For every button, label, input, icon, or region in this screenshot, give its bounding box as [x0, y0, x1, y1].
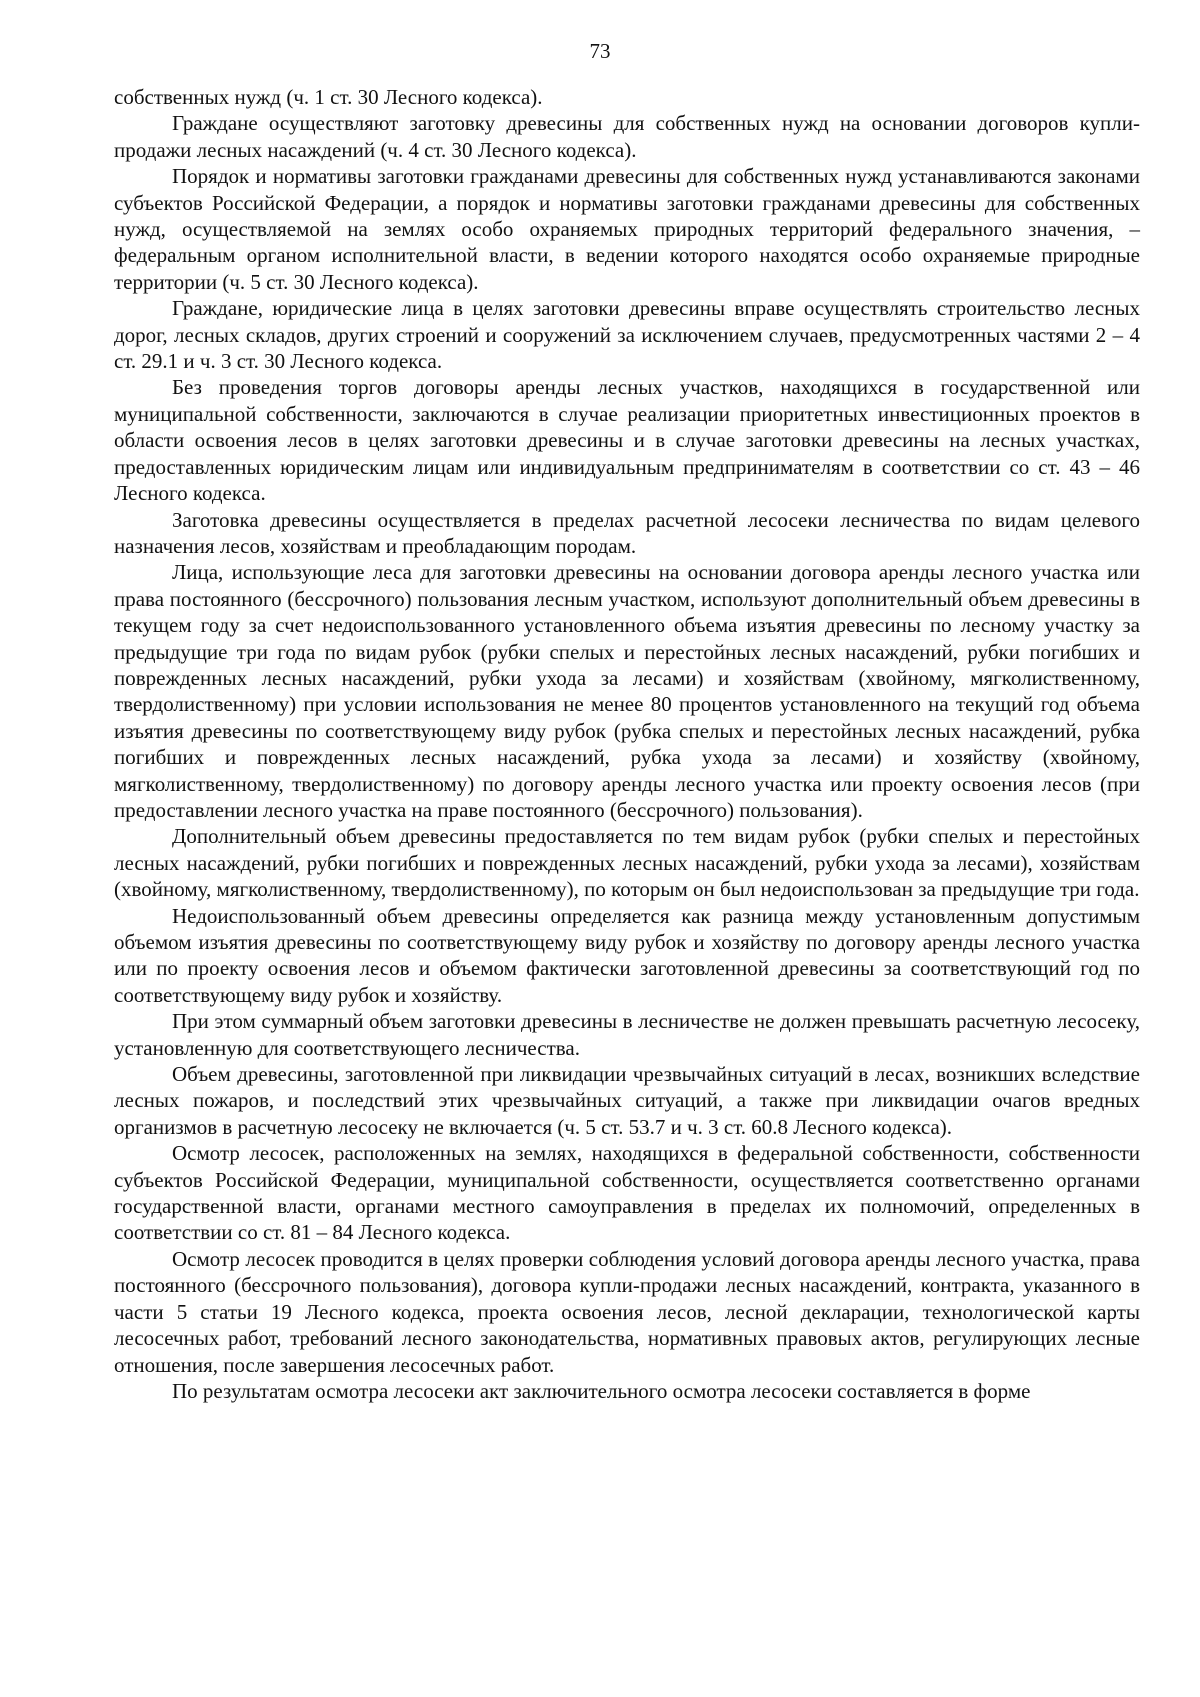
- paragraph-10: При этом суммарный объем заготовки древесины в лесничестве не должен превышать расчетную лесосеку, установленную для соответствующего лесничества.: [114, 1009, 1140, 1060]
- paragraph-9: Недоиспользованный объем древесины определяется как разница между установленным допустимым объемом изъятия древесины по соответствующему виду рубок и хозяйству по договору аренды лесного участка или по проекту освоения лесов и объемом фактически заготовленной древесины за соответствующий год по соответствующему виду рубок и хозяйству.: [114, 903, 1140, 1007]
- paragraph-2: Граждане осуществляют заготовку древесины для собственных нужд на основании договоров купли-продажи лесных насаждений (ч. 4 ст. 30 Лесного кодекса).: [114, 111, 1140, 162]
- paragraph-13: Осмотр лесосек проводится в целях проверки соблюдения условий договора аренды лесного участка, права постоянного (бессрочного пользования), договора купли-продажи лесных насаждений, контракта, указанного в части 5 статьи 19 Лесного кодекса, проекта освоения лесов, лесной декларации, технологической карты лесосечных работ, требований лесного законодательства, нормативных правовых актов, регулирующих лесные отношения, после завершения лесосечных работ.: [114, 1246, 1140, 1377]
- paragraph-7: Лица, использующие леса для заготовки древесины на основании договора аренды лесного участка или права постоянного (бессрочного) пользования лесным участком, используют дополнительный объем древесины в текущем году за счет недоиспользованного установленного объема изъятия древесины по лесному участку за предыдущие три года по видам рубок (рубки спелых и перестойных лесных насаждений, рубки погибших и поврежденных лесных насаждений, рубки ухода за лесами) и хозяйствам (хвойному, мягколиственному, твердолиственному) при условии использования не менее 80 процентов установленного на текущий год объема изъятия древесины по соответствующему виду рубок (рубка спелых и перестойных лесных насаждений, рубка погибших и поврежденных лесных насаждений, рубка ухода за лесами) и хозяйству (хвойному, мягколиственному, твердолиственному) по договору аренды лесного участка или проекту освоения лесов (при предоставлении лесного участка на праве постоянного (бессрочного) пользования).: [114, 560, 1140, 822]
- paragraph-6: Заготовка древесины осуществляется в пределах расчетной лесосеки лесничества по видам целевого назначения лесов, хозяйствам и преобладающим породам.: [114, 507, 1140, 558]
- paragraph-3: Порядок и нормативы заготовки гражданами древесины для собственных нужд устанавливаются законами субъектов Российской Федерации, а порядок и нормативы заготовки гражданами древесины для собственных нужд, осуществляемой на землях особо охраняемых природных территорий федерального значения, – федеральным органом исполнительной власти, в ведении которого находятся особо охраняемые природные территории (ч. 5 ст. 30 Лесного кодекса).: [114, 164, 1140, 294]
- paragraph-8: Дополнительный объем древесины предоставляется по тем видам рубок (рубки спелых и перестойных лесных насаждений, рубки погибших и поврежденных лесных насаждений, рубки ухода за лесами), хозяйствам (хвойному, мягколиственному, твердолиственному), по которым он был недоиспользован за предыдущие три года.: [114, 824, 1140, 902]
- paragraph-4: Граждане, юридические лица в целях заготовки древесины вправе осуществлять строительство лесных дорог, лесных складов, других строений и сооружений за исключением случаев, предусмотренных частями 2 – 4 ст. 29.1 и ч. 3 ст. 30 Лесного кодекса.: [114, 296, 1140, 374]
- paragraph-1: собственных нужд (ч. 1 ст. 30 Лесного кодекса).: [114, 85, 543, 109]
- paragraph-11: Объем древесины, заготовленной при ликвидации чрезвычайных ситуаций в лесах, возникших вследствие лесных пожаров, и последствий этих чрезвычайных ситуаций, а также при ликвидации очагов вредных организмов в расчетную лесосеку не включается (ч. 5 ст. 53.7 и ч. 3 ст. 60.8 Лесного кодекса).: [114, 1062, 1140, 1139]
- paragraph-12: Осмотр лесосек, расположенных на землях, находящихся в федеральной собственности, собственности субъектов Российской Федерации, муниципальной собственности, осуществляется соответственно органами государственной власти, органами местного самоуправления в пределах их полномочий, определенных в соответствии со ст. 81 – 84 Лесного кодекса.: [114, 1141, 1140, 1245]
- paragraph-14: По результатам осмотра лесосеки акт заключительного осмотра лесосеки составляется в форме: [172, 1378, 1031, 1403]
- document-body: [114, 84, 1140, 1404]
- page-number: 73: [589, 39, 611, 63]
- paragraph-5: Без проведения торгов договоры аренды лесных участков, находящихся в государственной или муниципальной собственности, заключаются в случае реализации приоритетных инвестиционных проектов в области освоения лесов в целях заготовки древесины и в случае заготовки древесины на лесных участках, предоставленных юридическим лицам или индивидуальным предпринимателям в соответствии со ст. 43 – 46 Лесного кодекса.: [114, 375, 1140, 506]
